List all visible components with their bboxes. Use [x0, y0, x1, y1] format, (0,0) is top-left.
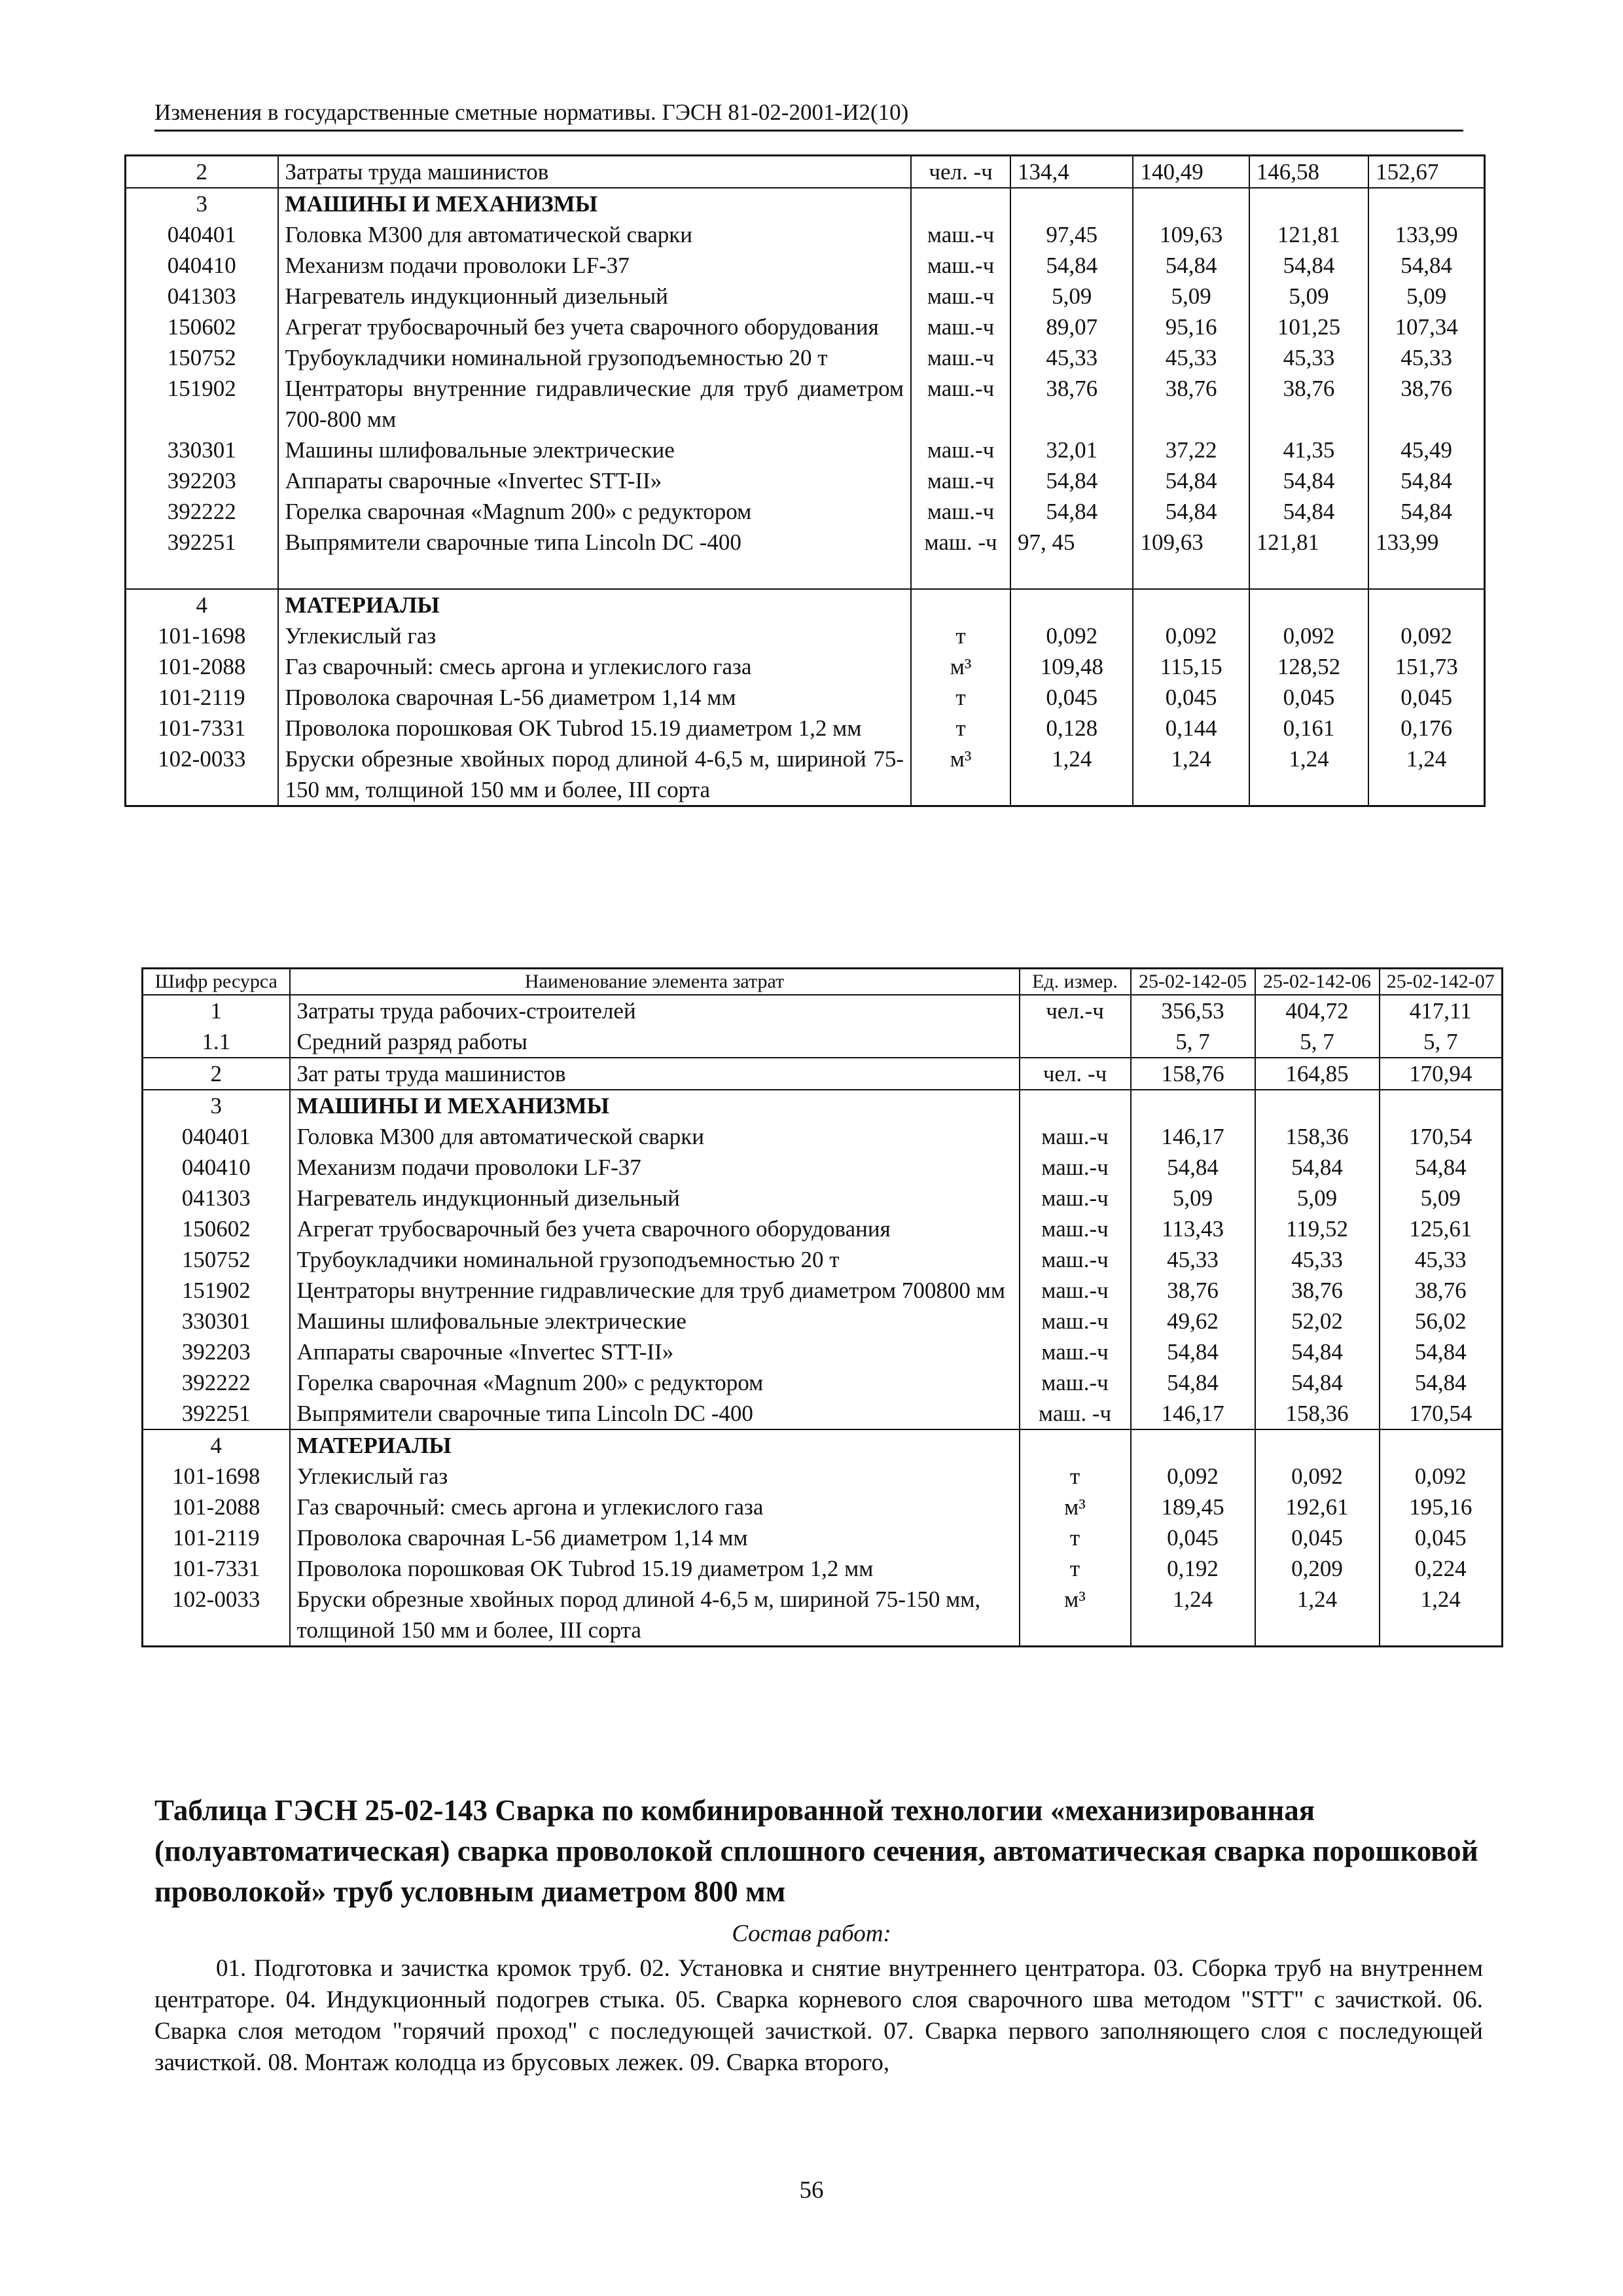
norm-value: 0,092 — [1249, 620, 1368, 651]
unit: маш.-ч — [1020, 1183, 1131, 1213]
table-row — [126, 250, 1485, 281]
table-row — [143, 1553, 1503, 1584]
norm-value: 38,76 — [1010, 373, 1133, 435]
table-row — [126, 589, 1485, 620]
norm-value: 5,09 — [1133, 281, 1249, 312]
resource-code: 150602 — [143, 1213, 290, 1244]
resource-name: Горелка сварочная «Magnum 200» с редуктором — [290, 1367, 1020, 1398]
resource-code: 101-1698 — [126, 620, 278, 651]
norm-value: 128,52 — [1249, 651, 1368, 682]
resource-code: 151902 — [143, 1275, 290, 1306]
table-row — [143, 1213, 1503, 1244]
resource-name: Затраты труда машинистов — [278, 156, 912, 188]
norm-value: 56,02 — [1380, 1306, 1503, 1336]
norm-value: 54,84 — [1249, 465, 1368, 496]
norm-value — [1255, 1429, 1380, 1461]
norm-value: 0,209 — [1255, 1553, 1380, 1584]
norm-value: 0,128 — [1010, 713, 1133, 744]
norm-value: 0,092 — [1131, 1461, 1255, 1492]
norm-value: 54,84 — [1380, 1336, 1503, 1367]
norm-value: 45,33 — [1010, 342, 1133, 373]
col-unit-header: Ед. измер. — [1020, 969, 1131, 996]
unit: маш.-ч — [1020, 1367, 1131, 1398]
resource-name: Углекислый газ — [290, 1461, 1020, 1492]
norm-value: 109,48 — [1010, 651, 1133, 682]
norm-value: 54,84 — [1133, 496, 1249, 527]
norm-value: 0,176 — [1368, 713, 1484, 744]
resource-name: Агрегат трубосварочный без учета сварочного оборудования — [290, 1213, 1020, 1244]
unit: маш.-ч — [1020, 1275, 1131, 1306]
resource-name: Зат раты труда машинистов — [290, 1058, 1020, 1090]
norm-value: 0,045 — [1010, 682, 1133, 713]
norm-value — [1380, 1090, 1503, 1121]
norm-value: 0,224 — [1380, 1553, 1503, 1584]
table-row — [143, 995, 1503, 1026]
norm-value: 54,84 — [1249, 250, 1368, 281]
unit: маш.-ч — [1020, 1306, 1131, 1336]
norm-value: 0,092 — [1380, 1461, 1503, 1492]
table-row — [126, 651, 1485, 682]
norm-value: 45,33 — [1249, 342, 1368, 373]
table-row — [143, 1584, 1503, 1647]
norm-value: 97,45 — [1010, 219, 1133, 250]
resource-code: 392222 — [143, 1367, 290, 1398]
norm-value — [1133, 589, 1249, 620]
col-code-header: Шифр ресурса — [143, 969, 290, 996]
norm-value — [1010, 188, 1133, 219]
table-row — [143, 1492, 1503, 1522]
resource-code: 041303 — [143, 1183, 290, 1213]
norm-value: 45,33 — [1133, 342, 1249, 373]
table-row — [143, 1429, 1503, 1461]
table-row — [126, 496, 1485, 527]
norm-value: 146,17 — [1131, 1398, 1255, 1429]
table-title: Таблица ГЭСН 25-02-143 Сварка по комбинированной технологии «механизированная (полуавтоматическая) сварка проволокой сплошного сечения, автоматическая сварка порошковой проволокой» труб условным диаметром 800 мм — [154, 1794, 1478, 1908]
resource-name: Бруски обрезные хвойных пород длиной 4-6,5 м, шириной 75-150 мм, толщиной 150 мм и более, III сорта — [290, 1584, 1020, 1647]
norm-value: 170,54 — [1380, 1398, 1503, 1429]
norm-value: 0,092 — [1010, 620, 1133, 651]
unit: маш.-ч — [911, 373, 1010, 435]
resource-name: Нагреватель индукционный дизельный — [278, 281, 912, 312]
resource-code: 392251 — [143, 1398, 290, 1429]
unit: т — [911, 713, 1010, 744]
norm-value: 54,84 — [1010, 465, 1133, 496]
unit — [911, 589, 1010, 620]
unit: маш.-ч — [911, 465, 1010, 496]
resource-table-2 — [141, 967, 1503, 1647]
norm-value: 0,161 — [1249, 713, 1368, 744]
norm-value: 5,09 — [1380, 1183, 1503, 1213]
norm-value: 107,34 — [1368, 312, 1484, 342]
norm-value: 5, 7 — [1131, 1026, 1255, 1058]
section-heading: МАТЕРИАЛЫ — [278, 589, 912, 620]
norm-value: 45,33 — [1131, 1244, 1255, 1275]
resource-code: 101-7331 — [143, 1553, 290, 1584]
table-row — [126, 527, 1485, 558]
resource-name: Углекислый газ — [278, 620, 912, 651]
norm-value: 5,09 — [1368, 281, 1484, 312]
unit: маш.-ч — [1020, 1244, 1131, 1275]
unit — [1020, 1090, 1131, 1121]
col-name-header: Наименование элемента затрат — [290, 969, 1020, 996]
norm-value: 38,76 — [1249, 373, 1368, 435]
unit — [1020, 1026, 1131, 1058]
norm-value: 54,84 — [1368, 496, 1484, 527]
resource-code: 1.1 — [143, 1026, 290, 1058]
norm-value: 109,63 — [1133, 527, 1249, 558]
resource-code: 041303 — [126, 281, 278, 312]
norm-value: 101,25 — [1249, 312, 1368, 342]
resource-code: 392222 — [126, 496, 278, 527]
resource-name: Газ сварочный: смесь аргона и углекислого газа — [278, 651, 912, 682]
table-row — [143, 1367, 1503, 1398]
col-norm-3-header: 25-02-142-07 — [1380, 969, 1503, 996]
norm-value: 95,16 — [1133, 312, 1249, 342]
resource-name: Трубоукладчики номинальной грузоподъемностью 20 т — [290, 1244, 1020, 1275]
col-norm-2-header: 25-02-142-06 — [1255, 969, 1380, 996]
section-heading: МАТЕРИАЛЫ — [290, 1429, 1020, 1461]
norm-value: 54,84 — [1010, 496, 1133, 527]
resource-code: 040401 — [126, 219, 278, 250]
norm-value: 52,02 — [1255, 1306, 1380, 1336]
running-header: Изменения в государственные сметные нормативы. ГЭСН 81-02-2001-И2(10) — [154, 98, 1463, 132]
resource-name: Нагреватель индукционный дизельный — [290, 1183, 1020, 1213]
norm-value: 0,045 — [1380, 1522, 1503, 1553]
resource-name: Газ сварочный: смесь аргона и углекислого газа — [290, 1492, 1020, 1522]
norm-value: 152,67 — [1368, 156, 1484, 188]
unit: т — [911, 620, 1010, 651]
norm-value: 121,81 — [1249, 527, 1368, 558]
resource-code: 040410 — [126, 250, 278, 281]
norm-value: 54,84 — [1131, 1152, 1255, 1183]
norm-value — [1010, 589, 1133, 620]
norm-value: 0,045 — [1255, 1522, 1380, 1553]
norm-value: 192,61 — [1255, 1492, 1380, 1522]
resource-code: 101-2088 — [143, 1492, 290, 1522]
norm-value: 189,45 — [1131, 1492, 1255, 1522]
norm-value — [1133, 188, 1249, 219]
norm-value: 37,22 — [1133, 435, 1249, 465]
norm-value: 1,24 — [1368, 744, 1484, 806]
resource-code: 392251 — [126, 527, 278, 558]
resource-name: Выпрямители сварочные типа Lincoln DC -400 — [290, 1398, 1020, 1429]
norm-value: 54,84 — [1380, 1367, 1503, 1398]
norm-value — [1255, 1090, 1380, 1121]
norm-value: 49,62 — [1131, 1306, 1255, 1336]
unit: маш.-ч — [911, 496, 1010, 527]
norm-value: 45,33 — [1255, 1244, 1380, 1275]
table-row — [143, 1461, 1503, 1492]
unit: маш.-ч — [1020, 1152, 1131, 1183]
resource-code: 392203 — [126, 465, 278, 496]
norm-value: 38,76 — [1255, 1275, 1380, 1306]
unit: м³ — [911, 651, 1010, 682]
norm-value: 89,07 — [1010, 312, 1133, 342]
norm-value: 170,94 — [1380, 1058, 1503, 1090]
norm-value: 1,24 — [1249, 744, 1368, 806]
resource-name: Аппараты сварочные «Invertec STT-II» — [278, 465, 912, 496]
resource-code: 1 — [143, 995, 290, 1026]
norm-value: 1,24 — [1131, 1584, 1255, 1647]
table-row — [126, 435, 1485, 465]
norm-value: 5, 7 — [1255, 1026, 1380, 1058]
table-row — [126, 156, 1485, 188]
norm-value: 54,84 — [1368, 465, 1484, 496]
norm-value: 97, 45 — [1010, 527, 1133, 558]
norm-value: 54,84 — [1380, 1152, 1503, 1183]
unit: маш.-ч — [911, 281, 1010, 312]
table-row — [143, 1336, 1503, 1367]
norm-value: 0,092 — [1255, 1461, 1380, 1492]
norm-value: 54,84 — [1010, 250, 1133, 281]
norm-value: 54,84 — [1255, 1152, 1380, 1183]
table-row — [143, 1522, 1503, 1553]
resource-name: Аппараты сварочные «Invertec STT-II» — [290, 1336, 1020, 1367]
col-norm-1-header: 25-02-142-05 — [1131, 969, 1255, 996]
resource-name: Затраты труда рабочих-строителей — [290, 995, 1020, 1026]
table-row — [126, 744, 1485, 806]
unit: маш. -ч — [911, 527, 1010, 558]
norm-value: 0,045 — [1249, 682, 1368, 713]
table-row — [126, 373, 1485, 435]
norm-value: 54,84 — [1255, 1336, 1380, 1367]
resource-code: 101-2088 — [126, 651, 278, 682]
unit: маш.-ч — [1020, 1336, 1131, 1367]
norm-value: 119,52 — [1255, 1213, 1380, 1244]
resource-code: 3 — [126, 188, 278, 219]
table-row — [143, 1244, 1503, 1275]
norm-value: 54,84 — [1131, 1367, 1255, 1398]
resource-name: Механизм подачи проволоки LF-37 — [290, 1152, 1020, 1183]
section-heading: МАШИНЫ И МЕХАНИЗМЫ — [290, 1090, 1020, 1121]
resource-name: Горелка сварочная «Magnum 200» с редуктором — [278, 496, 912, 527]
resource-code: 4 — [143, 1429, 290, 1461]
resource-code: 101-7331 — [126, 713, 278, 744]
norm-value: 134,4 — [1010, 156, 1133, 188]
norm-value — [1368, 589, 1484, 620]
resource-name: Проволока порошковая OK Tubrod 15.19 диаметром 1,2 мм — [290, 1553, 1020, 1584]
norm-value: 133,99 — [1368, 219, 1484, 250]
norm-value: 0,045 — [1131, 1522, 1255, 1553]
norm-value: 164,85 — [1255, 1058, 1380, 1090]
unit: чел. -ч — [1020, 1058, 1131, 1090]
table-row — [126, 342, 1485, 373]
unit — [911, 188, 1010, 219]
resource-name: Центраторы внутренние гидравлические для труб диаметром 700800 мм — [290, 1275, 1020, 1306]
unit: т — [911, 682, 1010, 713]
norm-value: 115,15 — [1133, 651, 1249, 682]
resource-name: Средний разряд работы — [290, 1026, 1020, 1058]
norm-value: 158,36 — [1255, 1398, 1380, 1429]
norm-value: 0,092 — [1368, 620, 1484, 651]
norm-value: 195,16 — [1380, 1492, 1503, 1522]
norm-value: 54,84 — [1131, 1336, 1255, 1367]
resource-name: Машины шлифовальные электрические — [278, 435, 912, 465]
norm-value: 54,84 — [1368, 250, 1484, 281]
norm-value — [1131, 1429, 1255, 1461]
norm-value: 41,35 — [1249, 435, 1368, 465]
resource-code: 101-2119 — [143, 1522, 290, 1553]
norm-value: 151,73 — [1368, 651, 1484, 682]
resource-code: 150602 — [126, 312, 278, 342]
resource-code: 101-2119 — [126, 682, 278, 713]
resource-name: Головка М300 для автоматической сварки — [278, 219, 912, 250]
norm-value: 158,76 — [1131, 1058, 1255, 1090]
norm-value: 109,63 — [1133, 219, 1249, 250]
norm-value: 54,84 — [1249, 496, 1368, 527]
resource-code: 3 — [143, 1090, 290, 1121]
table-row — [143, 1306, 1503, 1336]
section-heading: МАШИНЫ И МЕХАНИЗМЫ — [278, 188, 912, 219]
norm-value: 170,54 — [1380, 1121, 1503, 1152]
resource-name: Механизм подачи проволоки LF-37 — [278, 250, 912, 281]
table-row — [126, 219, 1485, 250]
table-row — [143, 1275, 1503, 1306]
norm-value: 1,24 — [1133, 744, 1249, 806]
resource-name: Машины шлифовальные электрические — [290, 1306, 1020, 1336]
resource-code: 330301 — [143, 1306, 290, 1336]
table-row — [126, 682, 1485, 713]
resource-name: Проволока сварочная L-56 диаметром 1,14 мм — [278, 682, 912, 713]
table-row — [126, 465, 1485, 496]
resource-code: 040401 — [143, 1121, 290, 1152]
table-row — [143, 1121, 1503, 1152]
unit: маш.-ч — [911, 342, 1010, 373]
unit: м³ — [911, 744, 1010, 806]
norm-value — [1249, 589, 1368, 620]
norm-value: 0,144 — [1133, 713, 1249, 744]
norm-value: 1,24 — [1380, 1584, 1503, 1647]
table-row — [143, 1058, 1503, 1090]
norm-value: 0,045 — [1368, 682, 1484, 713]
norm-value: 5, 7 — [1380, 1026, 1503, 1058]
norm-value: 125,61 — [1380, 1213, 1503, 1244]
table-row — [126, 188, 1485, 219]
norm-value: 1,24 — [1010, 744, 1133, 806]
norm-value: 38,76 — [1380, 1275, 1503, 1306]
resource-name: Головка М300 для автоматической сварки — [290, 1121, 1020, 1152]
resource-name: Проволока сварочная L-56 диаметром 1,14 мм — [290, 1522, 1020, 1553]
resource-code: 101-1698 — [143, 1461, 290, 1492]
norm-value: 133,99 — [1368, 527, 1484, 558]
norm-value: 146,17 — [1131, 1121, 1255, 1152]
norm-value: 417,11 — [1380, 995, 1503, 1026]
unit: маш.-ч — [911, 435, 1010, 465]
unit: чел. -ч — [911, 156, 1010, 188]
resource-code: 2 — [126, 156, 278, 188]
table-row — [126, 281, 1485, 312]
table-row — [143, 1026, 1503, 1058]
resource-name: Проволока порошковая OK Tubrod 15.19 диаметром 1,2 мм — [278, 713, 912, 744]
norm-value: 404,72 — [1255, 995, 1380, 1026]
norm-value: 140,49 — [1133, 156, 1249, 188]
resource-name: Бруски обрезные хвойных пород длиной 4-6,5 м, шириной 75-150 мм, толщиной 150 мм и более, III сорта — [278, 744, 912, 806]
table-row — [126, 713, 1485, 744]
work-composition-text: 01. Подготовка и зачистка кромок труб. 02. Установка и снятие внутреннего центратора. 03. Сборка труб на внутреннем центраторе. 04. Индукционный подогрев стыка. 05. Сварка корневого слоя сварочного шва методом "STT" с зачисткой. 06. Сварка слоя методом "горячий проход" с последующей зачисткой. 07. Сварка первого заполняющего слоя с последующей зачисткой. 08. Монтаж колодца из брусовых лежек. 09. Сварка второго, — [154, 1955, 1483, 2076]
table-row — [126, 312, 1485, 342]
norm-value: 1,24 — [1255, 1584, 1380, 1647]
resource-code: 150752 — [126, 342, 278, 373]
norm-value — [1380, 1429, 1503, 1461]
norm-value: 38,76 — [1133, 373, 1249, 435]
unit: маш.-ч — [911, 219, 1010, 250]
resource-name: Агрегат трубосварочный без учета сварочного оборудования — [278, 312, 912, 342]
norm-value: 0,045 — [1133, 682, 1249, 713]
table-row — [143, 1183, 1503, 1213]
norm-value: 356,53 — [1131, 995, 1255, 1026]
unit: т — [1020, 1461, 1131, 1492]
norm-value: 0,192 — [1131, 1553, 1255, 1584]
norm-value: 54,84 — [1133, 465, 1249, 496]
norm-value — [1249, 188, 1368, 219]
norm-value: 158,36 — [1255, 1121, 1380, 1152]
resource-code: 151902 — [126, 373, 278, 435]
table-header — [143, 969, 1503, 996]
norm-value: 5,09 — [1249, 281, 1368, 312]
resource-name: Центраторы внутренние гидравлические для труб диаметром 700-800 мм — [278, 373, 912, 435]
norm-value: 5,09 — [1010, 281, 1133, 312]
unit — [1020, 1429, 1131, 1461]
resource-code: 392203 — [143, 1336, 290, 1367]
norm-value: 45,33 — [1368, 342, 1484, 373]
norm-value: 54,84 — [1255, 1367, 1380, 1398]
norm-value: 45,49 — [1368, 435, 1484, 465]
unit: чел.-ч — [1020, 995, 1131, 1026]
norm-value: 113,43 — [1131, 1213, 1255, 1244]
resource-table-1 — [124, 154, 1486, 807]
norm-value: 5,09 — [1131, 1183, 1255, 1213]
resource-name: Выпрямители сварочные типа Lincoln DC -400 — [278, 527, 912, 558]
unit: маш.-ч — [911, 250, 1010, 281]
unit: т — [1020, 1553, 1131, 1584]
norm-value: 38,76 — [1368, 373, 1484, 435]
norm-value — [1131, 1090, 1255, 1121]
resource-code: 102-0033 — [126, 744, 278, 806]
unit: м³ — [1020, 1492, 1131, 1522]
unit: маш.-ч — [1020, 1121, 1131, 1152]
resource-code: 4 — [126, 589, 278, 620]
norm-value: 38,76 — [1131, 1275, 1255, 1306]
norm-value: 45,33 — [1380, 1244, 1503, 1275]
resource-code: 2 — [143, 1058, 290, 1090]
spacer-row — [126, 558, 1485, 589]
unit: м³ — [1020, 1584, 1131, 1647]
table-row — [143, 1152, 1503, 1183]
table-row — [143, 1398, 1503, 1429]
unit: маш.-ч — [911, 312, 1010, 342]
norm-value: 146,58 — [1249, 156, 1368, 188]
work-composition-heading: Состав работ: — [732, 1920, 891, 1947]
unit: т — [1020, 1522, 1131, 1553]
table-row — [143, 1090, 1503, 1121]
resource-code: 102-0033 — [143, 1584, 290, 1647]
norm-value: 54,84 — [1133, 250, 1249, 281]
resource-name: Трубоукладчики номинальной грузоподъемностью 20 т — [278, 342, 912, 373]
norm-value: 121,81 — [1249, 219, 1368, 250]
unit: маш. -ч — [1020, 1398, 1131, 1429]
page-number: 56 — [799, 2177, 824, 2204]
resource-code: 150752 — [143, 1244, 290, 1275]
resource-code: 040410 — [143, 1152, 290, 1183]
norm-value — [1368, 188, 1484, 219]
resource-code: 330301 — [126, 435, 278, 465]
norm-value: 0,092 — [1133, 620, 1249, 651]
table-row — [126, 620, 1485, 651]
norm-value: 32,01 — [1010, 435, 1133, 465]
norm-value: 5,09 — [1255, 1183, 1380, 1213]
unit: маш.-ч — [1020, 1213, 1131, 1244]
